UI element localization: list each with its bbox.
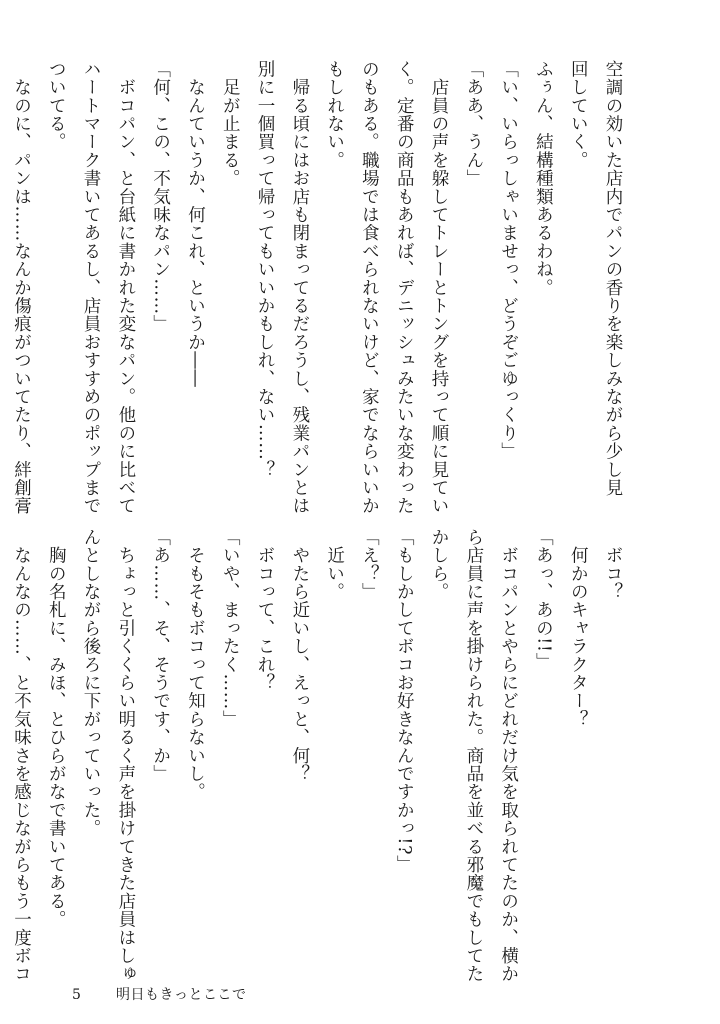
- text-line: ボコ？: [603, 528, 623, 601]
- text-line: 「ああ、うん」: [463, 60, 484, 188]
- text-block-top: [0, 60, 630, 515]
- text-line: 回していく。: [568, 60, 589, 170]
- text-line: 空調の効いた店内でパンの香りを楽しみながら少し見: [603, 60, 623, 497]
- text-line: ボコパンとやらにどれだけ気を取られてたのか、横か: [498, 528, 519, 983]
- text-line: 「え？」: [359, 528, 380, 601]
- text-line: もしれない。: [324, 60, 345, 170]
- page-footer: [72, 984, 247, 1004]
- text-line: 「あっ、あの!!」: [533, 528, 554, 671]
- page-number: 5: [72, 987, 82, 1003]
- text-block-bottom: [0, 528, 630, 983]
- text-line: やたら近いし、えっと、何？: [289, 528, 310, 783]
- text-line: 「い、いらっしゃいませっ、どうぞごゆっくり」: [498, 60, 519, 461]
- text-line: ボコパン、と台紙に書かれた変なパン。他のに比べて: [115, 60, 136, 515]
- text-line: のもある。職場では食べられないけど、家でならいいか: [359, 60, 380, 515]
- text-line: 「もしかしてボコお好きなんですかっ!?」: [394, 528, 415, 874]
- text-line: ふぅん、結構種類あるわね。: [533, 60, 554, 297]
- text-line: 店員の声を躱してトレーとトングを持って順に見てい: [429, 60, 450, 515]
- text-line: ら店員に声を掛けられた。商品を並べる邪魔でもしてた: [463, 528, 484, 983]
- text-line: 帰る頃にはお店も閉まってるだろうし、残業パンとは: [289, 60, 310, 515]
- text-line: 「何、この、不気味なパン……」: [150, 60, 171, 333]
- text-line: そもそもボコって知らないし。: [185, 528, 206, 801]
- text-line: 何かのキャラクター？: [568, 528, 589, 729]
- text-line: なのに、パンは……なんか傷痕がついてたり、絆創膏: [11, 60, 32, 515]
- text-line: 別に一個買って帰ってもいいかもしれ、ない……？: [255, 60, 276, 479]
- text-line: 足が止まる。: [220, 60, 241, 188]
- text-line: ちょっと引くくらい明るく声を掛けてきた店員はしゅ: [115, 528, 136, 983]
- text-line: 胸の名札に、みほ、とひらがなで書いてある。: [46, 528, 67, 929]
- text-line: 「あ……、そ、そうです、か」: [150, 528, 171, 783]
- text-line: く。定番の商品もあれば、デニッシュみたいな変わった: [394, 60, 415, 515]
- text-line: 「いや、まったく……」: [220, 528, 241, 729]
- text-line: なんていうか、何これ、というか――: [185, 60, 206, 388]
- text-line: ボコって、これ？: [255, 528, 276, 692]
- book-title: 明日もきっとここで: [116, 987, 247, 1003]
- text-line: 近い。: [324, 528, 345, 601]
- text-line: なんなの……、と不気味さを感じながらもう一度ボコ: [11, 528, 32, 983]
- text-line: ハートマーク書いてあるし、店員おすすめのポップまで: [81, 60, 102, 515]
- text-line: ついてる。: [46, 60, 67, 151]
- text-line: かしら。: [429, 528, 450, 601]
- text-line: んとしながら後ろに下がっていった。: [81, 528, 102, 838]
